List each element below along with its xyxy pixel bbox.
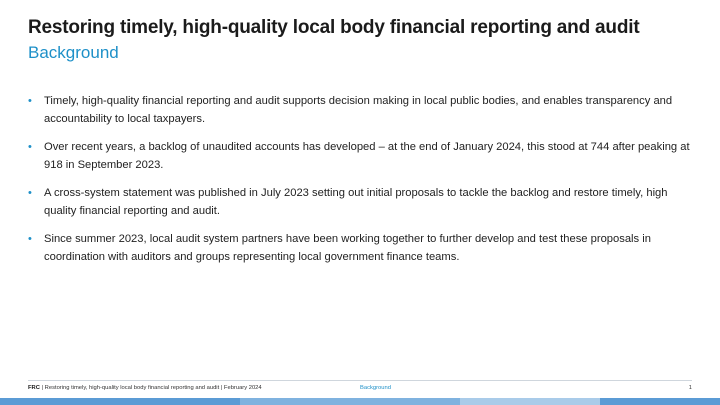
bullet-item: [28, 184, 692, 220]
slide-title: Restoring timely, high-quality local body financial reporting and audit: [28, 17, 640, 38]
bullet-item: [28, 138, 692, 174]
footer-divider: [28, 380, 692, 381]
bullet-list: [28, 92, 692, 276]
bullet-icon: •: [28, 95, 32, 107]
band-segment: [0, 398, 240, 405]
band-segment: [460, 398, 600, 405]
footer: [28, 385, 692, 395]
bullet-item: [28, 230, 692, 266]
bullet-text: A cross-system statement was published in July 2023 setting out initial proposals to tackle the backlog and restore timely, high quality financial reporting and audit.: [44, 187, 668, 217]
bullet-text: Over recent years, a backlog of unaudited accounts has developed – at the end of January 2024, this stood at 744 after peaking at 918 in September 2023.: [44, 141, 690, 171]
bullet-icon: •: [28, 187, 32, 199]
footer-separator: |: [39, 385, 45, 391]
bullet-icon: •: [28, 233, 32, 245]
bullet-text: Since summer 2023, local audit system partners have been working together to further develop and test these proposals in coordination with auditors and groups representing local government finance teams.: [44, 233, 651, 263]
footer-org: FRC: [28, 385, 40, 391]
page-number: 1: [688, 385, 692, 391]
bullet-text: Timely, high-quality financial reporting and audit supports decision making in local public bodies, and enables transparency and accountability to local taxpayers.: [44, 95, 673, 125]
slide-subtitle: Background: [28, 43, 119, 62]
band-segment: [240, 398, 460, 405]
footer-section: Background: [360, 385, 391, 391]
bullet-icon: •: [28, 141, 32, 153]
band-segment: [600, 398, 720, 405]
bottom-color-band: [0, 398, 720, 405]
bullet-item: [28, 92, 692, 128]
footer-doc-info: Restoring timely, high-quality local body financial reporting and audit | February 2024: [44, 385, 262, 391]
